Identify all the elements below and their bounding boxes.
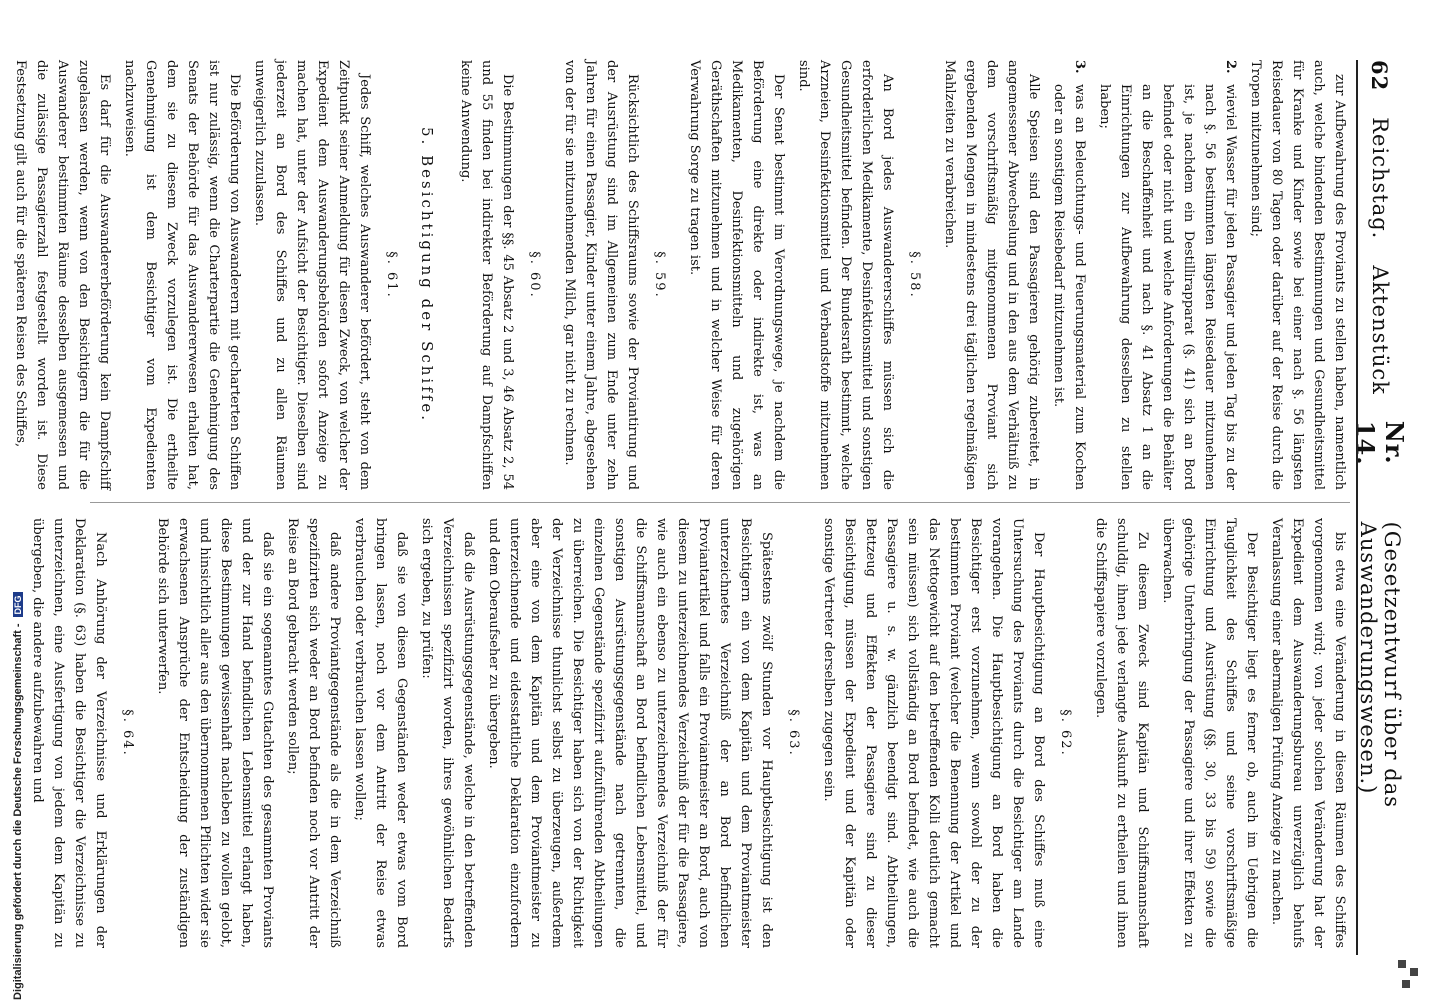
right-intro: bis etwa eine Veränderung in diesen Räumen des Schiffes vorgenommen wird; von jeder solchen Veränderung hat der Expedient dem Auswanderungsbureau unverzüglich behufs Veranlassung einer abermaligen Prüfung Anzeige zu machen. [1269,518,1347,948]
page-number: 62 [1367,60,1393,92]
paragraph: Die Bestimmungen der §§. 45 Absatz 2 und 3, 46 Absatz 2, 54 und 55 finden bei indirekter Beförderung auf Dampfschiffen keine Anwendung. [458,60,515,490]
paragraph: Nach Anhörung der Verzeichnisse und Erklärungen der Deklaration (§. 63) haben die Besichtiger die Verzeichnisse zu unterzeichnen, eine Ausfertigung von jedem dem Kapitän zu übergeben, die andere aufzubewahren und [30,518,108,948]
header-number: Nr. 14. [1351,420,1409,466]
paragraph: Zu diesem Zweck sind Kapitän und Schiffsmannschaft schuldig, ihnen jede verlangte Auskunft zu ertheilen und ihnen die Schiffspapiere vorzulegen. [1093,518,1150,948]
paragraph: Rücksichtlich des Schiffsraums sowie der Proviantirung und der Ausrüstung sind im Allgemeinen zum Ende unter zehn Jahren für einen Passagier, Kinder unter einem Jahre, abgesehen von der für sie mitzunehmenden Milch, gar nicht zu rechnen. [562,60,640,490]
paragraph: Jedes Schiff, welches Auswanderer befördert, steht von dem Zeitpunkt seiner Anmeldung für diesen Zweck, von welcher der Expedient dem Auswanderungsbehörden sofort Anzeige zu machen hat, unter der Aufsicht der Besichtiger. Dieselben sind jederzeit an Bord des Schiffes und zu allen Räumen unweigerlich zuzulassen. [252,60,372,490]
digitization-footer [12,0,24,1000]
scan-registration-marks [1398,960,1428,990]
page-header [1351,60,1409,955]
list-item: 2. wieviel Wasser für jeden Passagier und jeden Tag bis zu der nach §. 56 bestimmten längsten Reisedauer mitzunehmen ist, je nachdem ein Destillirapparat (§. 41) sich an Bord befindet oder nicht und welche Anforderungen die Behälter an die Beschaffenheit und nach §. 41 Absatz 1 an die Einrichtungen zur Aufbewahrung desselben zu stellen haben; [1097,60,1238,490]
section-heading: §. 64. [120,709,135,757]
digitization-credit: Digitalisierung gefördert durch die Deutsche Forschungsgemeinschaft - [12,623,24,1000]
paragraph: Der Besichtiger liegt es ferner ob, auch im Uebrigen die Tauglichkeit des Schiffes und seine vorschriftsmäßige Einrichtung und Ausrüstung (§§. 30, 33 bis 59) sowie die gehörige Unterbringung der Passagiere und ihrer Effekten zu überwachen. [1160,518,1259,948]
paragraph: daß sie ein sogenanntes Gutachten des gesammten Proviants und der zur Hand befindlichen Lebensmittel erlangt haben, diese Bestimmungen gewissenhaft nachleben zu wollen gelobt, und hinsichtlich aller aus den übernommenen Pflichten wider sie erwachsenen Ansprüche der Entscheidung der zuständigen Behörde sich unterwerfen. [155,518,275,949]
section-heading: §. 63. [786,709,801,757]
header-rule [1356,60,1358,955]
paragraph: daß die Ausrüstungsgegenstände, welche in den betreffenden Verzeichnissen spezifizirt worden, ihres gewöhnlichen Bedarfs sich ergeben, zu prüfen: [419,518,476,948]
section-heading: §. 61. [384,251,399,299]
list-item: 3. was an Beleuchtungs- und Feuerungsmaterial zum Kochen oder an sonstigem Reisebedarf mitzunehmen ist. [1051,60,1087,490]
paragraph: Die Beförderung von Auswanderern mit gecharterten Schiffen ist nur zulässig, wenn die Charterpartie die Genehmigung des Senats der Behörde für das Auswandererwesen erhalten hat, dem sie zu diesem Zweck vorzulegen ist. Die ertheilte Genehmigung ist dem Besichtiger vom Expedienten nachzuweisen. [122,60,242,490]
section-heading: §. 58. [907,251,922,299]
section-heading: §. 59. [652,251,667,299]
section-heading: §. 60. [527,251,542,299]
paragraph: Spätestens zwölf Stunden vor Hauptbesichtigung ist den Besichtigern ein von dem Kapitän und dem Proviantmeister unterzeichnetes Verzeichniß der an Bord befindlichen Proviantartikel und falls ein Proviantmeister an Bord, auch von diesem zu unterzeichnendes Verzeichniß der für die Passagiere, wie auch ein ebenso zu unterzeichnendes Verzeichniß der für die Schiffsmannschaft an Bord befindlichen Lebensmittel, und sonstigen Ausrüstungsgegenstände nach getrennten, die einzelnen Gegenstände spezifizirt aufzuführenden Abtheilungen zu überreichen. Die Besichtiger haben sich von der Richtigkeit der Verzeichnisse thunlichst selbst zu überzeugen, außerdem aber eine von dem Kapitän und dem Proviantmeister zu unterzeichnende und eidesstattliche Deklaration einzufordern und dem Oberaufseher zu übergeben. [486,518,774,948]
chapter-heading: 5. Besichtigung der Schiffe. [418,127,436,423]
header-section: Reichstag. [1368,117,1392,240]
section-heading: §. 62. [1058,709,1073,757]
header-subject: (Gesetzentwurf über das Auswanderungswesen.) [1356,521,1404,809]
paragraph: An Bord jedes Auswandererschiffes müssen sich die erforderlichen Medikamente, Desinfektionsmittel und sonstigen Gesundheitsmittel befinden. Der Bundesrath bestimmt, welche Arzneien, Desinfektionsmittel und Verbandstoffe mitzunehmen sind. [796,60,895,490]
paragraph: Es darf für die Auswandererbeförderung kein Dampfschiff zugelassen werden, wenn von den Besichtigern die für die Auswanderer bestimmten Räume desselben ausgemessen und die zulässige Passagierzahl festgestellt worden ist. Diese Festsetzung gilt auch für die späteren Reisen des Schiffes, [13,60,112,490]
header-part: Aktenstück [1368,265,1392,395]
paragraph: daß andere Proviantgegenstände als die in dem Verzeichniß spezifizirten sich weder an Bord befinden noch vor Antritt der Reise an Bord gebracht werden sollen; [285,518,342,948]
column-divider [90,502,1350,503]
dfg-logo: DFG [13,592,23,617]
left-column [6,60,1350,490]
paragraph: Alle Speisen sind den Passagieren gehörig zubereitet, in angemessener Abwechselung und in den aus dem Verhältniß zu dem vorschriftsmäßig mitgenommenen Proviant sich ergebenden Mengen in mindestens drei täglichen regelmäßigen Mahlzeiten zu verabreichen. [942,60,1041,490]
right-column [23,518,1350,948]
paragraph: Der Senat bestimmt im Verordnungswege, je nachdem die Beförderung eine direkte oder indirekte ist, was an Medikamenten, Desinfektionsmitteln und zugehörigen Geräthschaften mitzunehmen und in welcher Weise für deren Verwahrung Sorge zu tragen ist. [687,60,786,490]
left-intro: zur Aufbewahrung des Proviants zu stellen haben, namentlich auch, welche bindenden Bestimmungen und Gesundheitsmittel für Kranke und Kinder sowie bei einer nach §. 56 längsten Reisedauer von 80 Tagen oder darüber auf der Reise durch die Tropen mitzunehmen sind; [1248,60,1347,490]
paragraph: daß sie von diesen Gegenständen weder etwas vom Bord bringen lassen, noch vor dem Antritt der Reise etwas verbrauchen oder verbrauchen lassen wollen; [352,518,409,948]
paragraph: Der Hauptbesichtigung an Bord des Schiffes muß eine Untersuchung des Proviants durch die Besichtiger am Lande vorangehen. Die Hauptbesichtigung an Bord haben die Besichtiger erst vorzunehmen, wenn sowohl der zu der bestimmten Proviant (welcher die Benennung der Artikel und das Nettogewicht auf den betreffenden Kolli deutlich gemacht sein müssen) sich vollständig an Bord befindet, wie auch die Passagiere u. s. w. gänzlich beendigt sind. Abtheilungen, Bettzeug und Effekten der Passagiere sind zu dieser Besichtigung, müssen der Expedient und der Kapitän oder sonstige Vertreter derselben zugegen sein. [821,518,1046,948]
